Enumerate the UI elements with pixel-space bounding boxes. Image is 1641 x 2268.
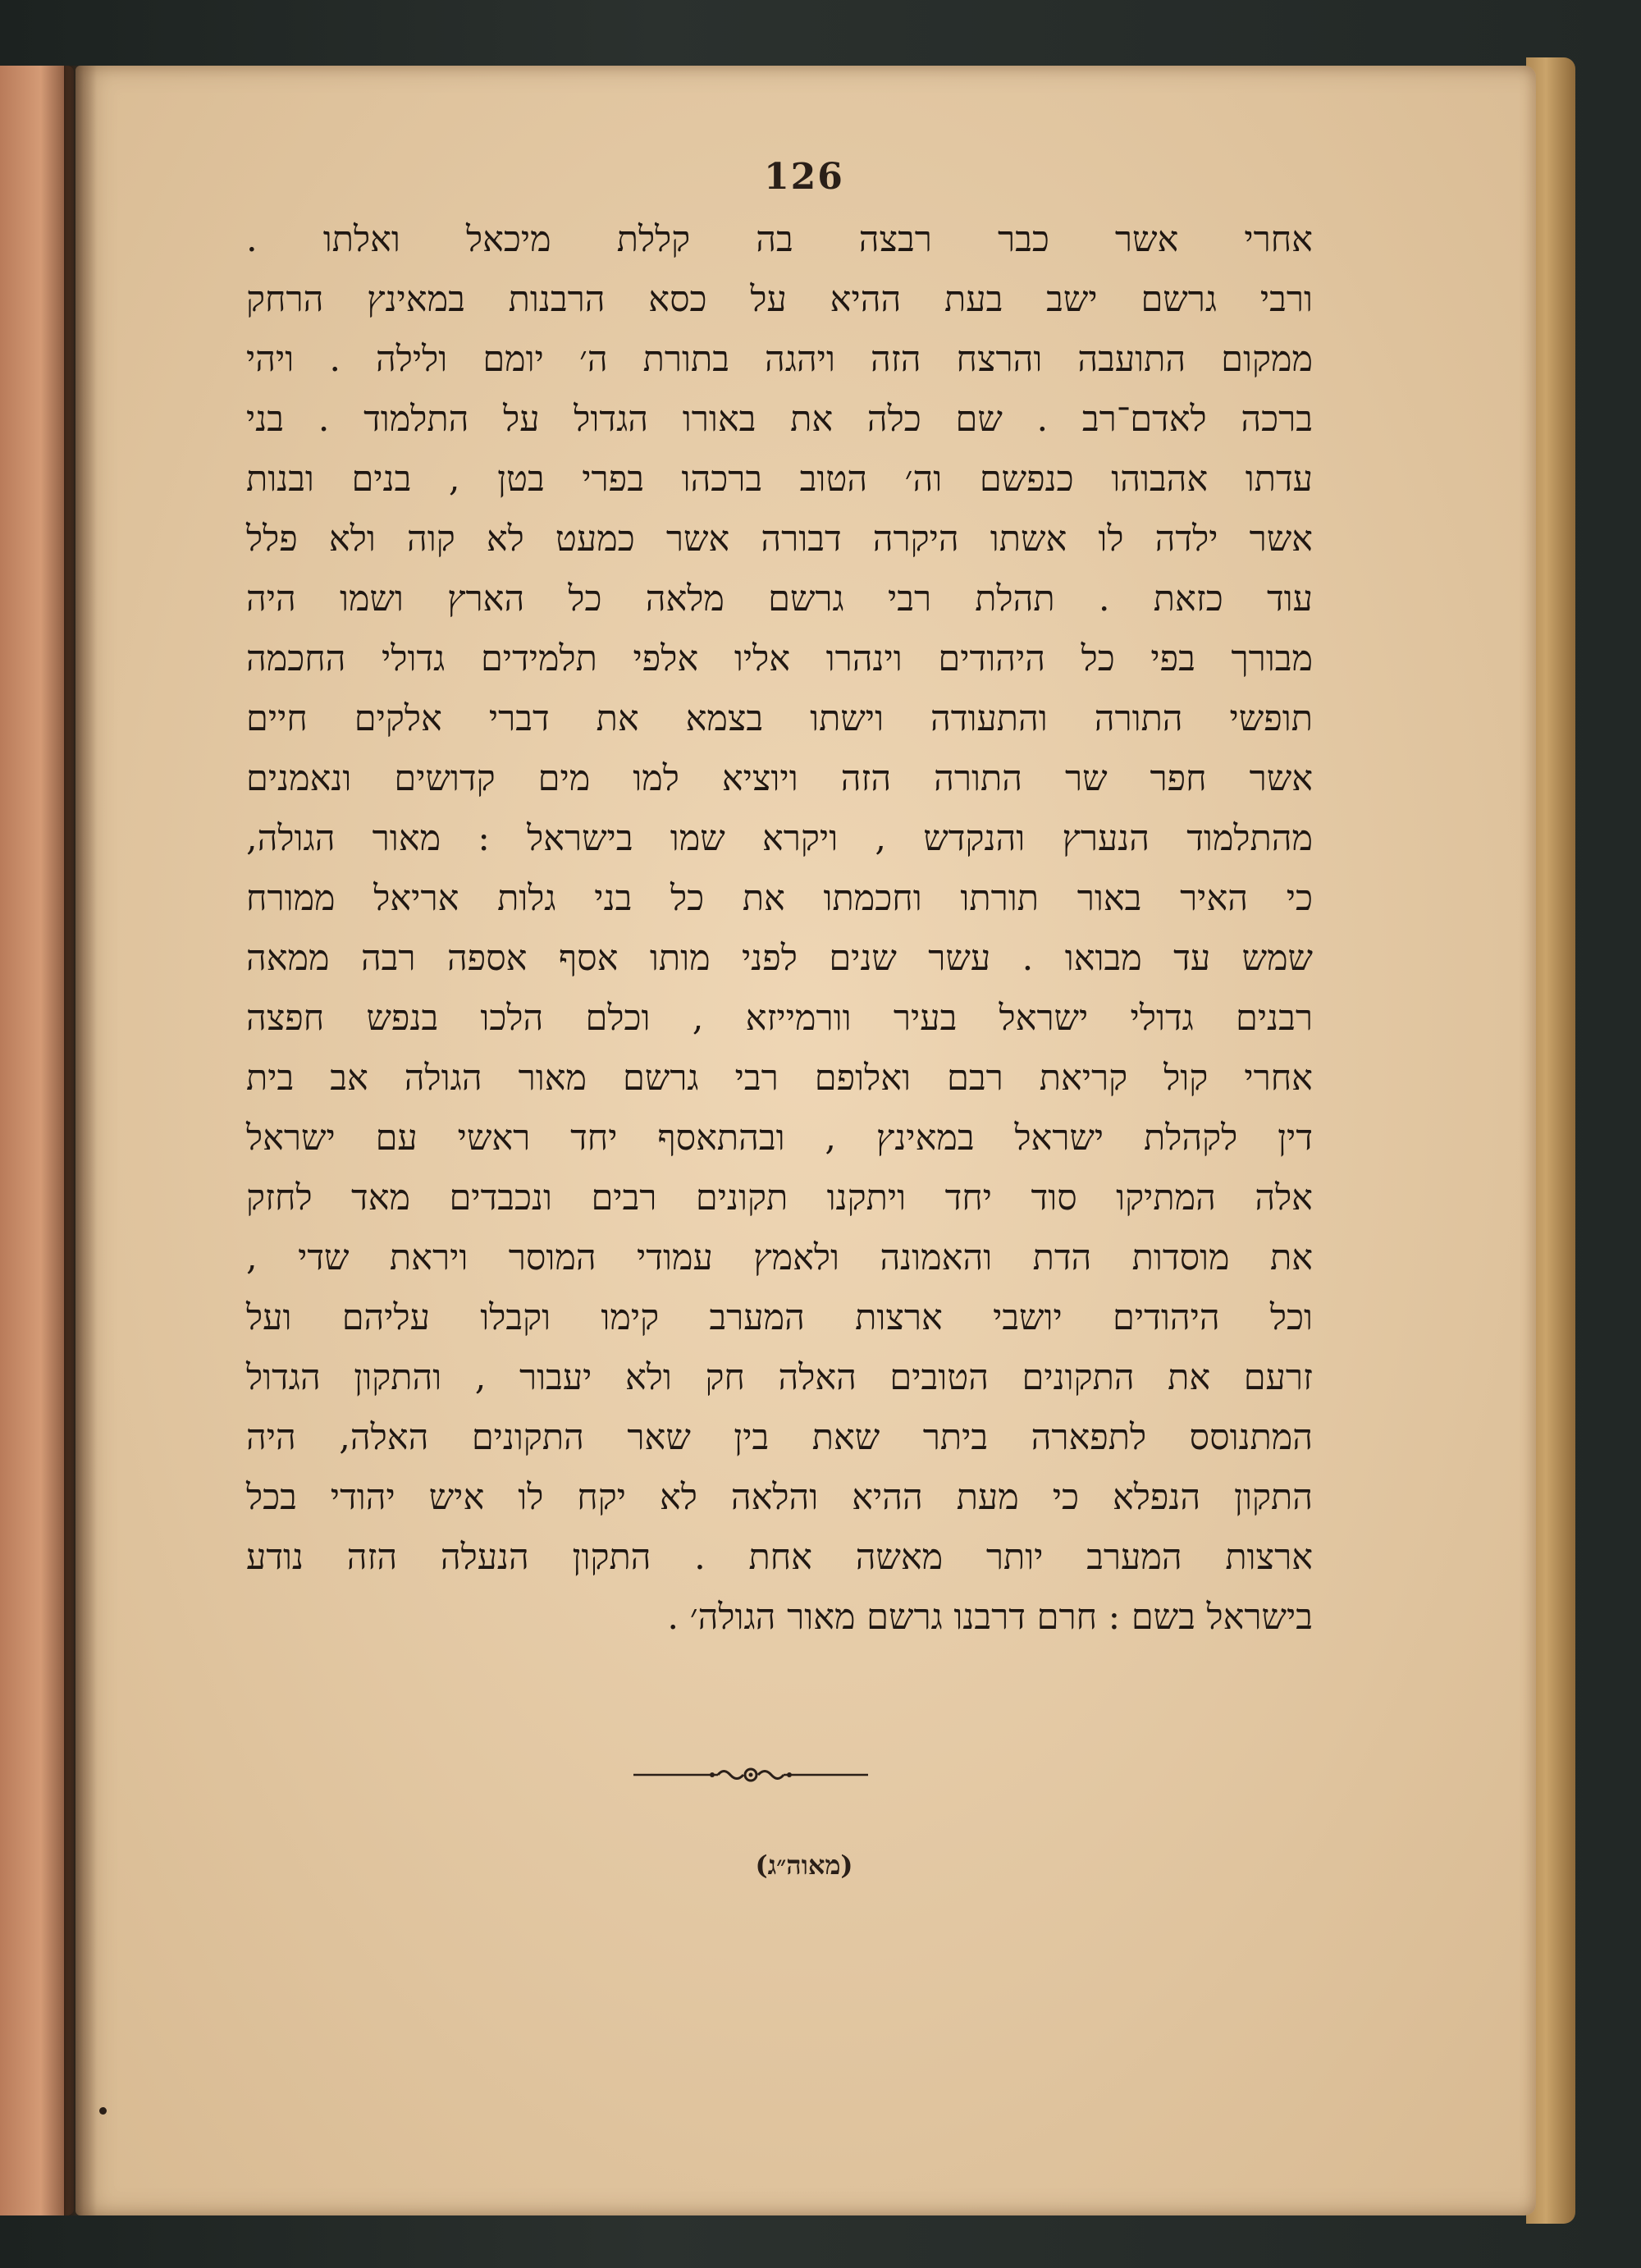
author-signature: (מאוה״ג) bbox=[755, 1850, 853, 1881]
gutter-shadow bbox=[64, 66, 97, 2215]
ornament-divider bbox=[632, 1763, 870, 1787]
page-number: 126 bbox=[764, 156, 844, 198]
text-line: תופשי התורה והתעודה וישתו בצמא את דברי אלקים חיים bbox=[246, 698, 1313, 739]
text-line: ארצות המערב יותר מאשה אחת . התקון הנעלה הזה נודע bbox=[246, 1537, 1313, 1578]
body-text bbox=[246, 210, 1313, 1648]
ink-dot bbox=[99, 2107, 107, 2115]
text-line: זרעם את התקונים הטובים האלה חק ולא יעבור , והתקון הגדול bbox=[246, 1357, 1313, 1398]
text-line: עוד כזאת . תהלת רבי גרשם מלאה כל הארץ ושמו היה bbox=[246, 578, 1313, 620]
text-line: המתנוסס לתפארה ביתר שאת בין שאר התקונים האלה, היה bbox=[246, 1417, 1313, 1458]
text-line: אחרי אשר כבר רבצה בה קללת מיכאל ואלתו . bbox=[246, 219, 1313, 260]
left-page-edge bbox=[0, 66, 74, 2215]
text-line: מהתלמוד הנערץ והנקדש , ויקרא שמו בישראל : מאור הגולה, bbox=[246, 818, 1313, 859]
text-line: עדתו אהבוהו כנפשם וה׳ הטוב ברכהו בפרי בטן , בנים ובנות bbox=[246, 459, 1313, 500]
text-line: מבורך בפי כל היהודים וינהרו אליו אלפי תלמידים גדולי החכמה bbox=[246, 638, 1313, 679]
text-line: ברכה לאדם־רב . שם כלה את באורו הגדול על התלמוד . בני bbox=[246, 399, 1313, 440]
text-line: בישראל בשם : חרם דרבנו גרשם מאור הגולה׳ . bbox=[667, 1597, 1313, 1638]
text-line: ממקום התועבה והרצח הזה ויהגה בתורת ה׳ יומם ולילה . ויהי bbox=[246, 339, 1313, 380]
text-line: ורבי גרשם ישב בעת ההיא על כסא הרבנות במאינץ הרחק bbox=[246, 279, 1313, 320]
text-line: שמש עד מבואו . עשר שנים לפני מותו אסף אספה רבה ממאה bbox=[246, 938, 1313, 979]
text-line: כי האיר באור תורתו וחכמתו את כל בני גלות אריאל ממורח bbox=[246, 878, 1313, 919]
text-line: דין לקהלת ישראל במאינץ , ובהתאסף יחד ראשי עם ישראל bbox=[246, 1118, 1313, 1159]
text-line: התקון הנפלא כי מעת ההיא והלאה לא יקח לו איש יהודי בכל bbox=[246, 1477, 1313, 1518]
text-line: רבנים גדולי ישראל בעיר וורמייזא , וכלם הלכו בנפש חפצה bbox=[246, 998, 1313, 1039]
text-line: אלה המתיקו סוד יחד ויתקנו תקונים רבים ונכבדים מאד לחזק bbox=[246, 1177, 1313, 1219]
text-line: וכל היהודים יושבי ארצות המערב קימו וקבלו עליהם ועל bbox=[246, 1297, 1313, 1338]
text-line: אשר ילדה לו אשתו היקרה דבורה אשר כמעט לא קוה ולא פלל bbox=[246, 519, 1313, 560]
text-line: אשר חפר שר התורה הזה ויוציא למו מים קדושים ונאמנים bbox=[246, 758, 1313, 799]
text-line: את מוסדות הדת והאמונה ולאמץ עמודי המוסר ויראת שדי , bbox=[246, 1237, 1313, 1278]
text-line: אחרי קול קריאת רבם ואלופם רבי גרשם מאור הגולה אב בית bbox=[246, 1058, 1313, 1099]
